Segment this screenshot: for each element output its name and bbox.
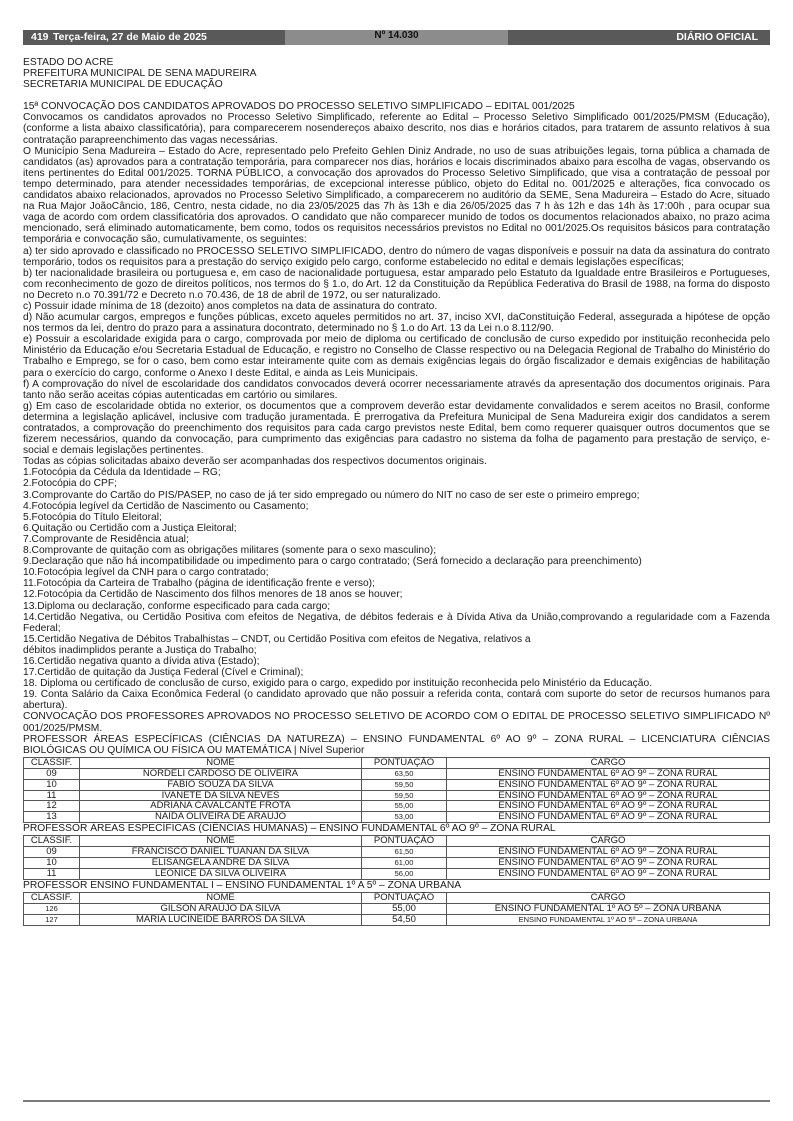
cell-cargo: ENSINO FUNDAMENTAL 1º AO 5º – ZONA URBANA	[447, 903, 770, 914]
cell-pontuacao: 61,50	[362, 847, 447, 858]
cell-nome: GILSON ARAÚJO DA SILVA	[80, 903, 362, 914]
cell-nome: MARIA LUCINEIDE BARROS DA SILVA	[80, 914, 362, 925]
cell-cargo: ENSINO FUNDAMENTAL 1º AO 5º – ZONA URBANA	[447, 914, 770, 925]
cell-pontuacao: 55,00	[362, 801, 447, 812]
document-item: 15.Certidão Negativa de Débitos Trabalhistas – CNDT, ou Certidão Positiva com efeitos de Negativa, relativos a	[23, 633, 531, 645]
cell-cargo: ENSINO FUNDAMENTAL 6º AO 9º – ZONA RURAL	[447, 768, 770, 779]
cell-pontuacao: 59,50	[362, 790, 447, 801]
page-header	[23, 30, 770, 45]
issuer-secretariat: SECRETARIA MUNICIPAL DE EDUCAÇÃO	[23, 79, 223, 91]
col-nome: NOME	[80, 893, 362, 904]
cell-cargo: ENSINO FUNDAMENTAL 6º AO 9º – ZONA RURAL	[447, 779, 770, 790]
cell-cargo: ENSINO FUNDAMENTAL 6º AO 9º – ZONA RURAL	[447, 847, 770, 858]
requirement-item: c) Possuir idade mínima de 18 (dezoito) anos completos na data de assinatura do contrato.	[23, 300, 438, 312]
table-ensino-fundamental-i	[23, 892, 770, 926]
cell-nome: ELISANGELA ANDRE DA SILVA	[80, 858, 362, 869]
cell-classif: 09	[24, 768, 80, 779]
cell-cargo: ENSINO FUNDAMENTAL 6º AO 9º – ZONA RURAL	[447, 790, 770, 801]
documents-intro: Todas as cópias solicitadas abaixo deverão ser acompanhadas dos respectivos documentos originais.	[23, 456, 487, 468]
table-row	[24, 812, 770, 823]
requirement-item: e) Possuir a escolaridade exigida para o cargo, comprovada por meio de diploma ou certificado de conclusão de curso expedido por instituição reconhecida pelo Ministério da Educação e/ou Secretaria Estadual de Educação, e registro no Conselho de Classe respectivo ou na Delegacia Regional de Trabalho do Ministério do Trabalho e Emprego, se for o caso, bem como estar inteiramente quite com as demais exigências legais do órgão fiscalizador e demais exigências de habilitação para o exercício do cargo, conforme o Anexo I deste Edital, e ainda as Leis Municipais.	[23, 334, 770, 379]
cell-pontuacao: 54,50	[362, 914, 447, 925]
cell-classif: 12	[24, 801, 80, 812]
cell-classif: 127	[24, 914, 80, 925]
document-item: débitos inadimplidos perante a Justiça do Trabalho;	[23, 644, 257, 656]
cell-cargo: ENSINO FUNDAMENTAL 6º AO 9º – ZONA RURAL	[447, 812, 770, 823]
document-item: 5.Fotocópia do Título Eleitoral;	[23, 511, 162, 523]
cell-cargo: ENSINO FUNDAMENTAL 6º AO 9º – ZONA RURAL	[447, 801, 770, 812]
col-cargo: CARGO	[447, 836, 770, 847]
col-pontuacao: PONTUAÇÃO	[362, 893, 447, 904]
cell-nome: NAIDA OLIVEIRA DE ARAUJO	[80, 812, 362, 823]
document-item: 2.Fotocópia do CPF;	[23, 478, 118, 490]
intro-paragraph: Convocamos os candidatos aprovados no Processo Seletivo Simplificado, referente ao Edital – Processo Seletivo Simplificado 001/2025/PMSM (Educação), (conforme a lista abaixo classificatória), para comparecerem nosendereços abaixo descrito, nos dias e horários citados, para tratarem de assunto relativos à sua contratação parapreenchimento das vagas necessárias.	[23, 112, 770, 146]
document-item: 12.Fotocópia da Certidão de Nascimento dos filhos menores de 18 anos se houver;	[23, 589, 403, 601]
document-item: 4.Fotocópia legível da Certidão de Nascimento ou Casamento;	[23, 500, 309, 512]
cell-nome: IVANETE DA SILVA NEVES	[80, 790, 362, 801]
section-title-fundamental-i: PROFESSOR ENSINO FUNDAMENTAL I – ENSINO FUNDAMENTAL 1º A 5º – ZONA URBANA	[23, 879, 462, 891]
cell-nome: NORDELI CARDOSO DE OLIVEIRA	[80, 768, 362, 779]
document-item: 8.Comprovante de quitação com as obrigações militares (somente para o sexo masculino);	[23, 545, 437, 557]
cell-classif: 11	[24, 869, 80, 880]
publication-name: DIÁRIO OFICIAL	[676, 31, 758, 43]
table-row	[24, 779, 770, 790]
requirement-item: b) ter nacionalidade brasileira ou portuguesa e, em caso de nacionalidade portuguesa, estar amparado pelo Estatuto da Igualdade entre Brasileiros e Portugueses, com reconhecimento de gozo de direitos políticos, nos termos do § 1.o, do Art. 12 da Constituição da República Federativa do Brasil de 1988, na forma do disposto no Decreto n.o 70.391/72 e Decreto n.o 70.436, de 18 de abril de 1972, ou ser naturalizado.	[23, 267, 770, 301]
col-cargo: CARGO	[447, 893, 770, 904]
cell-classif: 126	[24, 903, 80, 914]
col-classif: CLASSIF.	[24, 893, 80, 904]
document-item: 10.Fotocópia legível da CNH para o cargo contratado;	[23, 567, 269, 579]
cell-pontuacao: 61,00	[362, 858, 447, 869]
table-ciencias-natureza	[23, 757, 770, 823]
issue-date: Terça-feira, 27 de Maio de 2025	[53, 31, 207, 43]
cell-classif: 09	[24, 847, 80, 858]
section-title-natureza: PROFESSOR ÁREAS ESPECÍFICAS (CIÊNCIAS DA NATUREZA) – ENSINO FUNDAMENTAL 6º AO 9º – ZONA RURAL – LICENCIATURA CIÊNCIAS BIOLÓGICAS OU QUÍMICA OU FÍSICA OU MATEMÁTICA | Nível Superior	[23, 733, 770, 756]
issuer-state: ESTADO DO ACRE	[23, 57, 114, 68]
document-body	[23, 57, 770, 926]
body-paragraph: O Município Sena Madureira – Estado do Acre, representado pelo Prefeito Gehlen Diniz Andrade, no uso de suas atribuições legais, torna pública a chamada de candidatos (as) aprovados para a contratação temporária, para comparecer nos dias, horários e locais discriminados abaixo para escolha de vagas, observando os itens pertinentes do Edital 001/2025. TORNA PÚBLICO, a convocação dos aprovados do Processo Seletivo Simplificado, que visa a contratação de pessoal por tempo determinado, para atender necessidades temporárias, de excepcional interesse público, objeto do Edital no. 001/2025 e alterações, fica convocado os candidatos abaixo relacionados, aprovados no Processo Seletivo Simplificado, a comparecerem no auditório da SEME, Sena Madureira – Estado do Acre, situado na Rua Major JoãoCâncio, 186, Centro, nesta cidade, no dia 23/05/2025 das 7h às 13h e dia 26/05/2025 das 7 h às 12h e das 14h às 17:00h , para ocupar sua vaga de acordo com ordem classificatória dos aprovados. O candidato que não comparecer munido de todos os documentos relacionados abaixo, no prazo acima mencionado, será eliminado automaticamente, bem como, todos os requisitos necessários previstos no Edital no 001/2025.Os requisitos básicos para contratação temporária e convocação são, cumulativamente, os seguintes:	[23, 145, 770, 246]
col-nome: NOME	[80, 836, 362, 847]
document-item: 6.Quitação ou Certidão com a Justiça Eleitoral;	[23, 522, 237, 534]
table-row	[24, 768, 770, 779]
cell-nome: FRANCISCO DANIEL TUANAN DA SILVA	[80, 847, 362, 858]
footer-rule	[23, 1100, 770, 1102]
col-classif: CLASSIF.	[24, 757, 80, 768]
cell-classif: 10	[24, 779, 80, 790]
section-title-humanas: PROFESSOR ÁREAS ESPECÍFICAS (CIÊNCIAS HUMANAS) – ENSINO FUNDAMENTAL 6º AO 9º – ZONA RURAL	[23, 823, 556, 835]
cell-pontuacao: 53,00	[362, 812, 447, 823]
table-header-row	[24, 757, 770, 768]
cell-nome: FABIO SOUZA DA SILVA	[80, 779, 362, 790]
convocation-title: CONVOCAÇÃO DOS PROFESSORES APROVADOS NO PROCESSO SELETIVO DE ACORDO COM O EDITAL DE PROCESSO SELETIVO SIMPLIFICADO Nº 001/2025/PMSM.	[23, 711, 770, 734]
issuer-prefecture: PREFEITURA MUNICIPAL DE SENA MADUREIRA	[23, 68, 257, 80]
document-item: 11.Fotocópia da Carteira de Trabalho (página de identificação frente e verso);	[23, 578, 375, 590]
table-row	[24, 801, 770, 812]
notice-title: 15ª CONVOCAÇÃO DOS CANDIDATOS APROVADOS DO PROCESSO SELETIVO SIMPLIFICADO – EDITAL 001/2025	[23, 101, 575, 113]
table-ciencias-humanas	[23, 835, 770, 880]
table-row	[24, 847, 770, 858]
cell-nome: ADRIANA CAVALCANTE FROTA	[80, 801, 362, 812]
table-row	[24, 869, 770, 880]
col-pontuacao: PONTUAÇÃO	[362, 757, 447, 768]
cell-classif: 13	[24, 812, 80, 823]
cell-pontuacao: 63,50	[362, 768, 447, 779]
table-header-row	[24, 893, 770, 904]
cell-classif: 10	[24, 858, 80, 869]
document-item: 13.Diploma ou declaração, conforme especificado para cada cargo;	[23, 600, 331, 612]
col-nome: NOME	[80, 757, 362, 768]
requirement-item: f) A comprovação do nível de escolaridade dos candidatos convocados deverá ocorrer necessariamente através da apresentação dos documentos originais. Para tanto não serão aceitas cópias autenticadas em cartório ou similares.	[23, 378, 770, 401]
table-row	[24, 903, 770, 914]
document-item: 18. Diploma ou certificado de conclusão de curso, exigido para o cargo, expedido por instituição reconhecida pelo Ministério da Educação.	[23, 678, 653, 690]
requirement-item: d) Não acumular cargos, empregos e funções públicas, exceto aqueles permitidos no art. 37, inciso XVI, daConstituição Federal, assegurada a hipótese de opção nos termos da lei, dentro do prazo para a assinatura docontrato, determinado no § 1.o do Art. 13 da Lei n.o 8.112/90.	[23, 312, 770, 335]
document-item: 14.Certidão Negativa, ou Certidão Positiva com efeitos de Negativa, de débitos federais e à Dívida Ativa da União,comprovando a regularidade com a Fazenda Federal;	[23, 611, 770, 634]
cell-pontuacao: 56,00	[362, 869, 447, 880]
table-row	[24, 914, 770, 925]
col-cargo: CARGO	[447, 757, 770, 768]
cell-nome: LEONICE DA SILVA OLIVEIRA	[80, 869, 362, 880]
document-item: 9.Declaração que não há incompatibilidade ou impedimento para o cargo contratado; (Será fornecido a declaração para preenchimento)	[23, 556, 642, 568]
document-item: 3.Comprovante do Cartão do PIS/PASEP, no caso de já ter sido empregado ou número do NIT no caso de ser este o primeiro emprego;	[23, 489, 640, 501]
document-item: 17.Certidão de quitação da Justiça Federal (Cível e Criminal);	[23, 667, 304, 679]
cell-pontuacao: 59,50	[362, 779, 447, 790]
col-classif: CLASSIF.	[24, 836, 80, 847]
cell-cargo: ENSINO FUNDAMENTAL 6º AO 9º – ZONA RURAL	[447, 869, 770, 880]
cell-pontuacao: 55,00	[362, 903, 447, 914]
issue-number: Nº 14.030	[374, 30, 419, 41]
requirement-item: g) Em caso de escolaridade obtida no exterior, os documentos que a comprovem deverão estar devidamente convalidados e serem aceitos no Brasil, conforme determina a legislação aplicável, inclusive com tradução juramentada. É prerrogativa da Prefeitura Municipal de Sena Madureira exigir dos candidatos a serem contratados, a comprovação do preenchimento dos requisitos para cada cargo previstos neste Edital, bem como requerer quaisquer outros documentos que se fizerem necessários, quando da convocação, para cumprimento das exigências para cadastro no sistema da folha de pagamento para prestação de serviço, e-social e demais legislações pertinentes.	[23, 400, 770, 457]
table-row	[24, 790, 770, 801]
document-item: 1.Fotocópia da Cédula da Identidade – RG;	[23, 467, 221, 479]
cell-cargo: ENSINO FUNDAMENTAL 6º AO 9º – ZONA RURAL	[447, 858, 770, 869]
table-row	[24, 858, 770, 869]
col-pontuacao: PONTUAÇÃO	[362, 836, 447, 847]
cell-classif: 11	[24, 790, 80, 801]
document-item: 19. Conta Salário da Caixa Econômica Federal (o candidato aprovado que não possuir a referida conta, contará com suporte do setor de recursos humanos para abertura).	[23, 689, 770, 712]
document-item: 7.Comprovante de Residência atual;	[23, 533, 189, 545]
page-number: 419	[31, 31, 49, 43]
requirement-item: a) ter sido aprovado e classificado no PROCESSO SELETIVO SIMPLIFICADO, dentro do número de vagas disponíveis e possuir na data da assinatura do contrato temporário, todos os requisitos para a prestação do serviço exigido pelo cargo, conforme estabelecido no edital e demais legislações específicas;	[23, 245, 770, 268]
table-header-row	[24, 836, 770, 847]
header-right-tab	[508, 30, 770, 45]
document-item: 16.Certidão negativa quanto a dívida ativa (Estado);	[23, 655, 260, 667]
